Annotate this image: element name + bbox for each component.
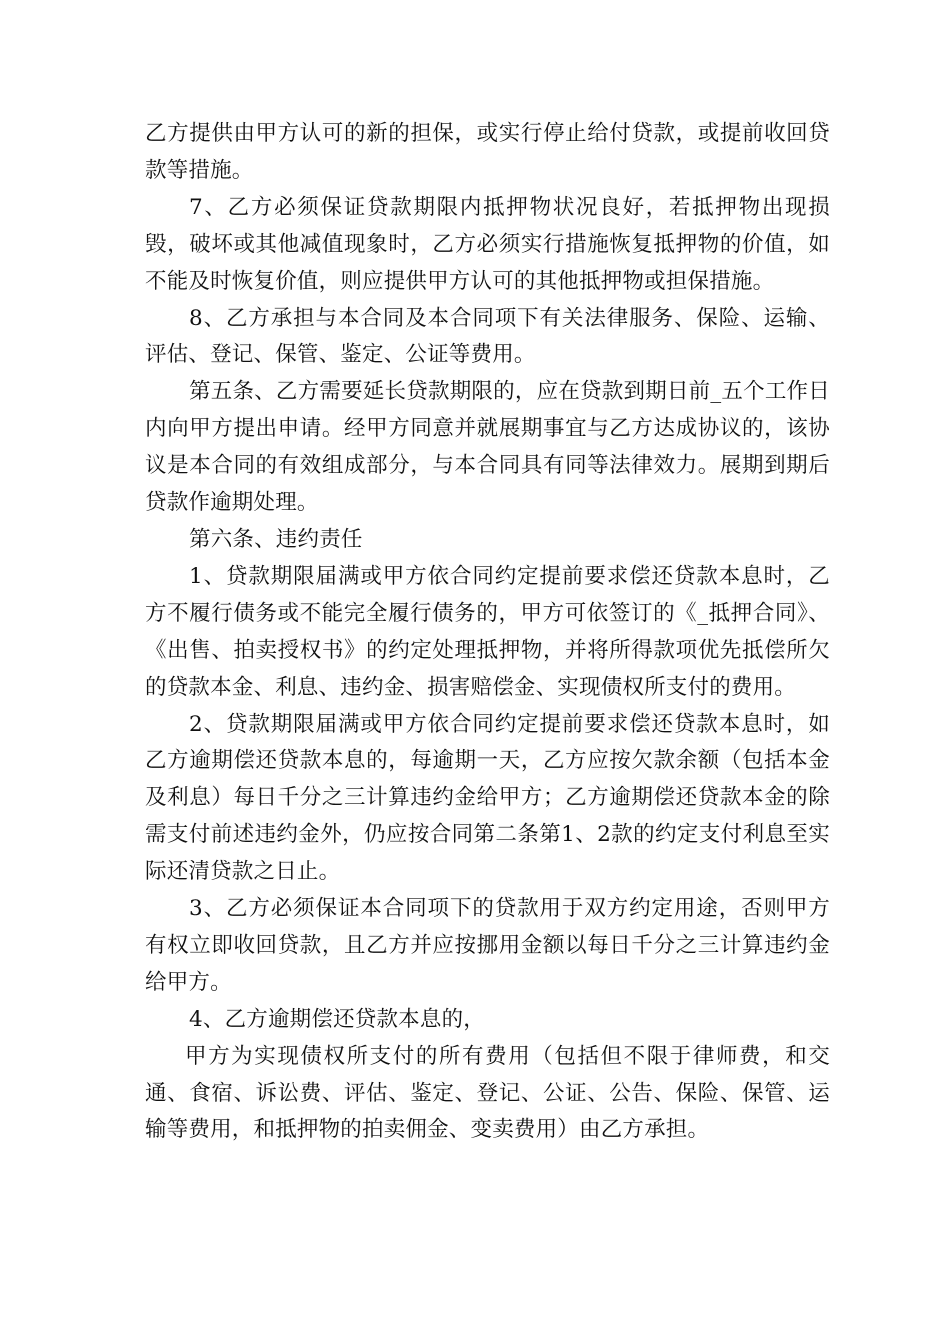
paragraph-guarantee-continuation: 乙方提供由甲方认可的新的担保，或实行停止给付贷款，或提前收回贷款等措施。 [145, 121, 830, 183]
document-body [145, 116, 830, 1149]
paragraph-breach-1: 1、贷款期限届满或甲方依合同约定提前要求偿还贷款本息时，乙方不履行债务或不能完全履行债务的，甲方可依签订的《_抵押合同》、《出售、拍卖授权书》的约定处理抵押物，并将所得款项优先抵偿所欠的贷款本金、利息、违约金、损害赔偿金、实现债权所支付的费用。 [145, 563, 830, 700]
paragraph-clause-8: 8、乙方承担与本合同及本合同项下有关法律服务、保险、运输、评估、登记、保管、鉴定、公证等费用。 [145, 305, 830, 368]
heading-article-6: 第六条、违约责任 [189, 526, 363, 552]
paragraph-costs: 甲方为实现债权所支付的所有费用（包括但不限于律师费，和交通、食宿、诉讼费、评估、鉴定、登记、公证、公告、保险、保管、运输等费用，和抵押物的拍卖佣金、变卖费用）由乙方承担。 [145, 1043, 830, 1143]
paragraph-breach-3: 3、乙方必须保证本合同项下的贷款用于双方约定用途，否则甲方有权立即收回贷款，且乙方并应按挪用金额以每日千分之三计算违约金给甲方。 [145, 896, 830, 995]
paragraph-breach-2: 2、贷款期限届满或甲方依合同约定提前要求偿还贷款本息时，如乙方逾期偿还贷款本息的，每逾期一天，乙方应按欠款余额（包括本金及利息）每日千分之三计算违约金给甲方；乙方逾期偿还贷款本金的除需支付前述违约金外，仍应按合同第二条第1、2款的约定支付利息至实际还清贷款之日止。 [145, 711, 830, 885]
paragraph-clause-7: 7、乙方必须保证贷款期限内抵押物状况良好，若抵押物出现损毁，破坏或其他减值现象时，乙方必须实行措施恢复抵押物的价值，如不能及时恢复价值，则应提供甲方认可的其他抵押物或担保措施。 [145, 194, 830, 294]
paragraph-article-5: 第五条、乙方需要延长贷款期限的，应在贷款到期日前_五个工作日内向甲方提出申请。经甲方同意并就展期事宜与乙方达成协议的，该协议是本合同的有效组成部分，与本合同具有同等法律效力。展期到期后贷款作逾期处理。 [145, 379, 830, 516]
paragraph-breach-4: 4、乙方逾期偿还贷款本息的， [189, 1006, 485, 1032]
